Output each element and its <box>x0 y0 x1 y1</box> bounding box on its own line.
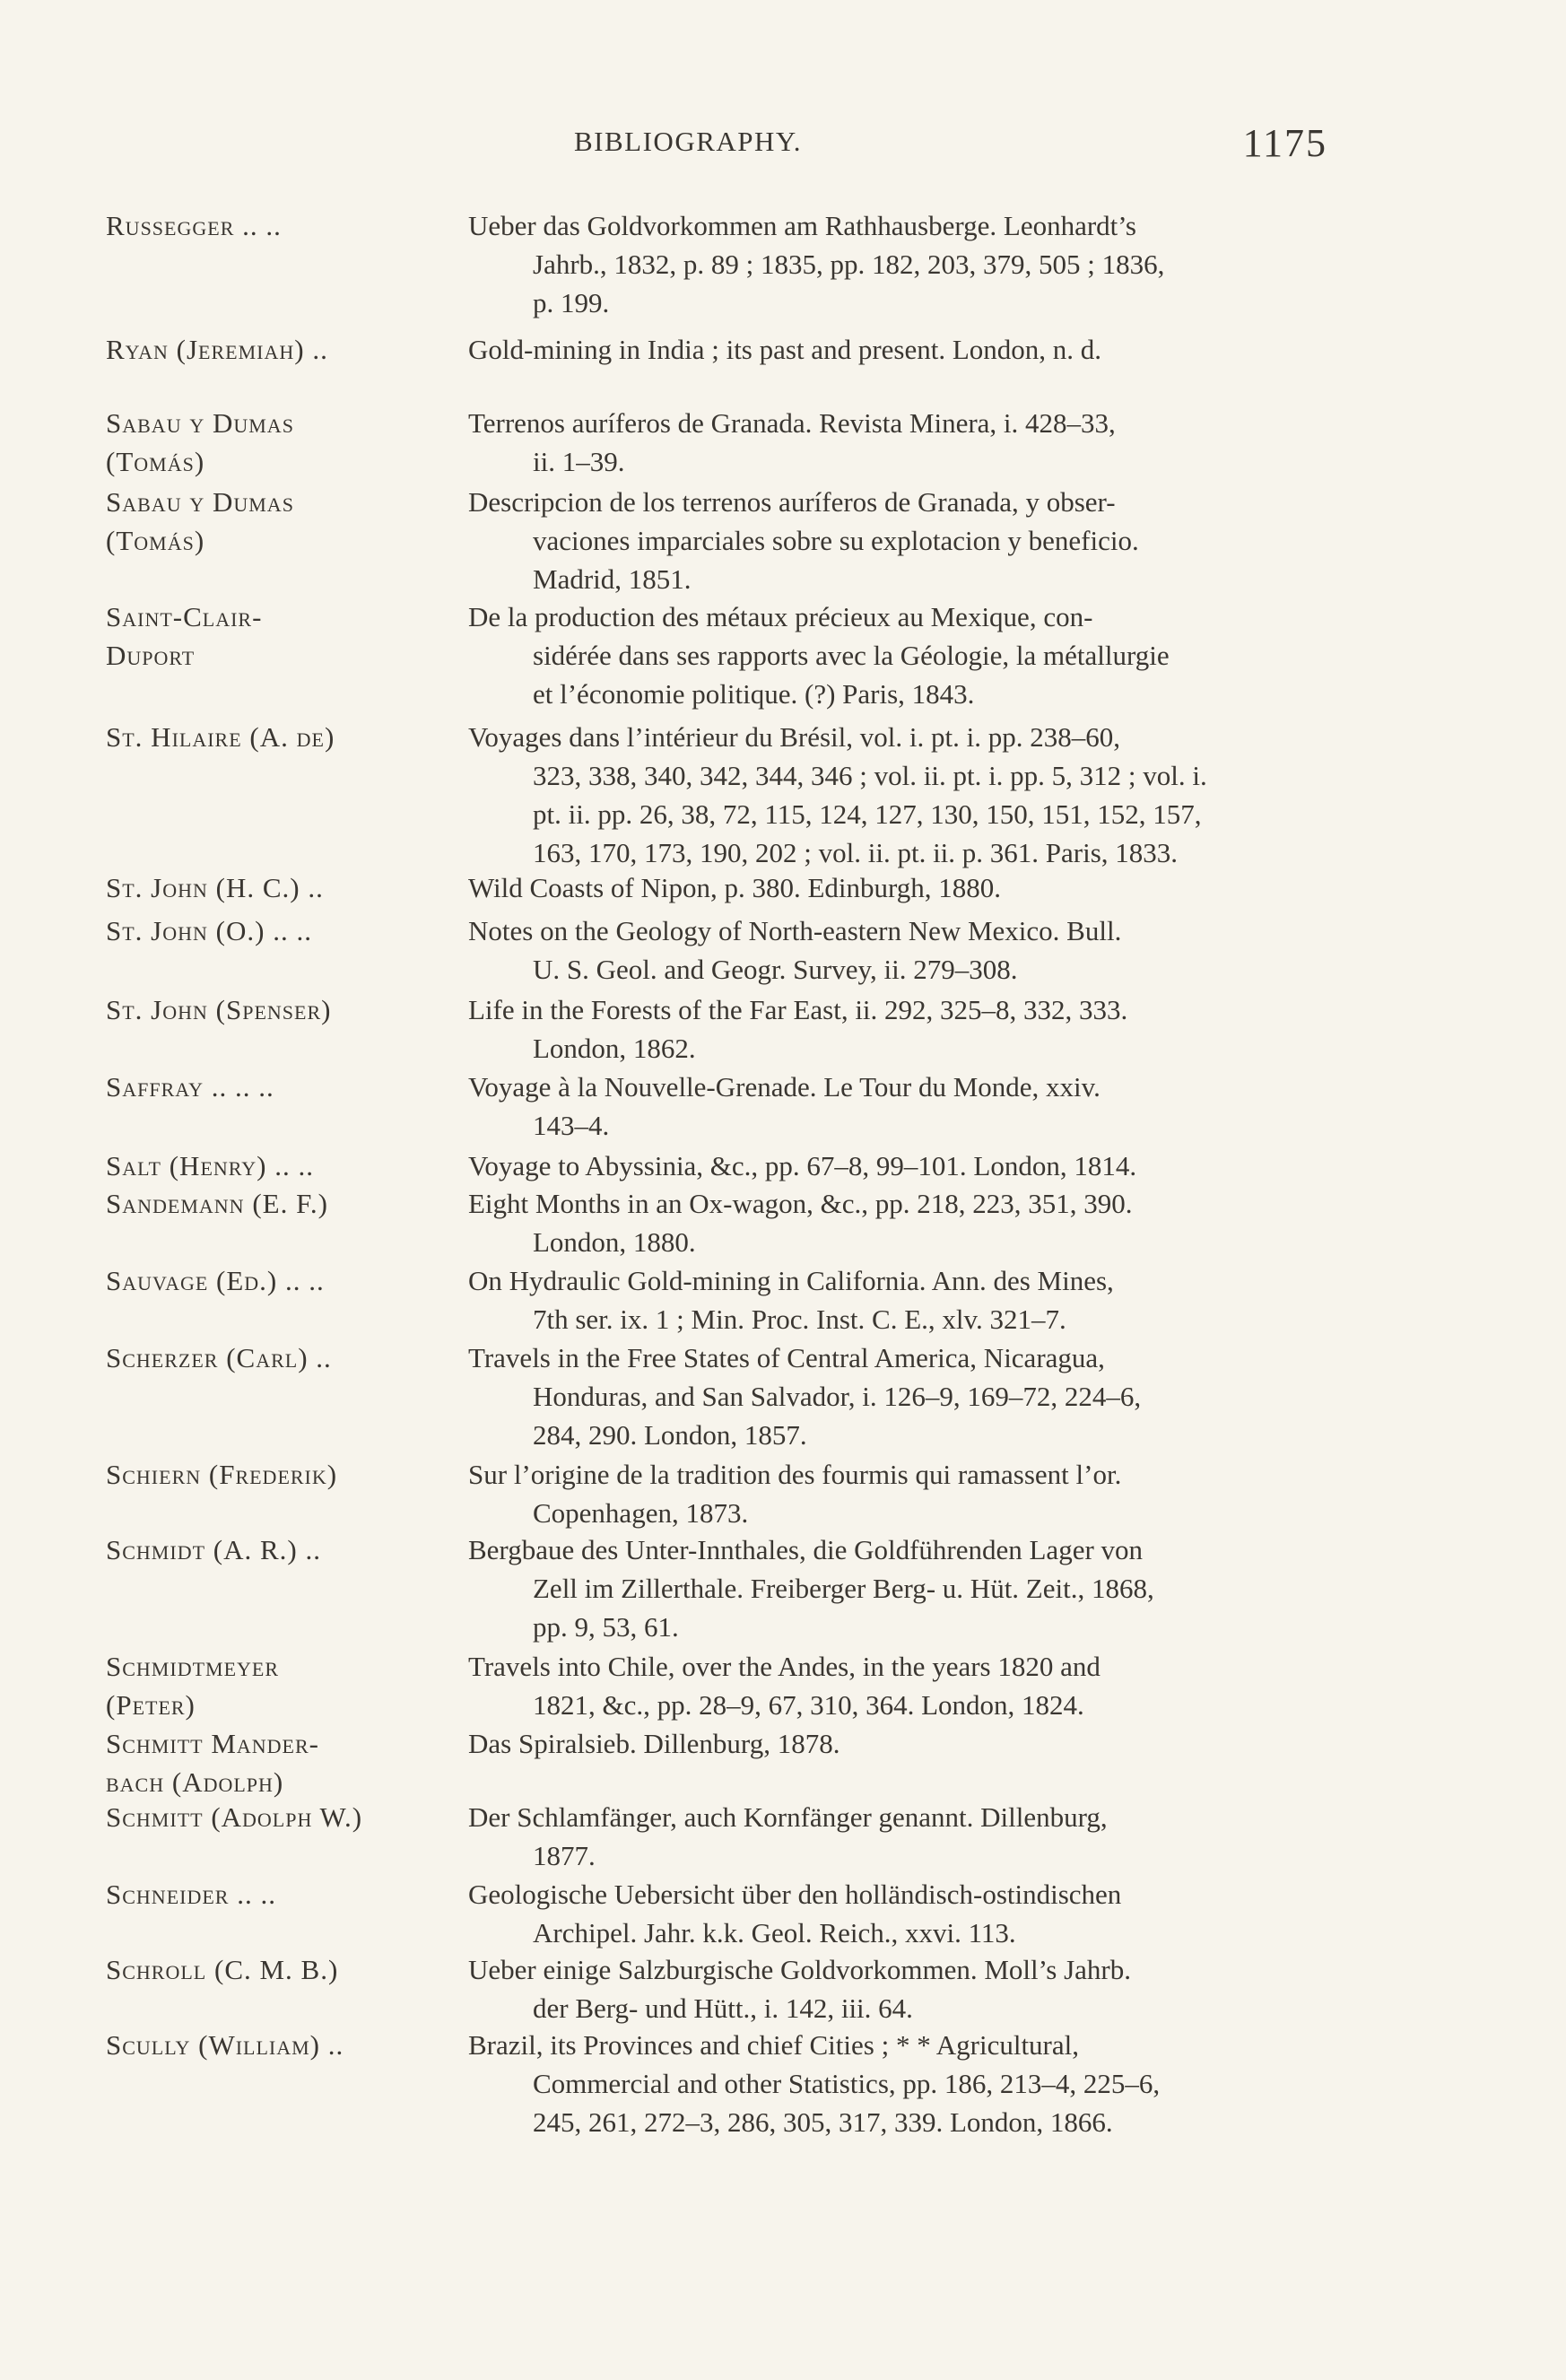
entry-author: St. Hilaire (A. de) <box>106 721 335 753</box>
citation-line: 323, 338, 340, 342, 344, 346 ; vol. ii. pt. i. pp. 5, 312 ; vol. i. <box>533 760 1207 791</box>
page-number: 1175 <box>1242 121 1327 165</box>
citation-line: Travels in the Free States of Central America, Nicaragua, <box>468 1342 1105 1373</box>
citation-line: 163, 170, 173, 190, 202 ; vol. ii. pt. ii. p. 361. Paris, 1833. <box>533 837 1179 868</box>
entry-author: Schmidtmeyer (Peter) <box>106 1651 280 1721</box>
citation-line: Zell im Zillerthale. Freiberger Berg- u. Hüt. Zeit., 1868, <box>533 1573 1154 1604</box>
entry-citation <box>468 330 1320 369</box>
entry-author: St. John (Spenser) <box>106 994 332 1025</box>
citation-line: Madrid, 1851. <box>533 563 692 595</box>
entry-author: Saint-Clair- Duport <box>106 601 263 671</box>
entry-citation <box>468 1146 1320 1185</box>
entry-citation <box>468 1184 1320 1261</box>
running-head-title: BIBLIOGRAPHY. <box>574 126 803 157</box>
citation-line: pt. ii. pp. 26, 38, 72, 115, 124, 127, 130, 150, 151, 152, 157, <box>533 798 1202 830</box>
citation-line: U. S. Geol. and Geogr. Survey, ii. 279–308. <box>533 954 1018 985</box>
citation-line: Sur l’origine de la tradition des fourmis qui ramassent l’or. <box>468 1459 1122 1490</box>
citation-line: Gold-mining in India ; its past and present. London, n. d. <box>468 334 1102 365</box>
citation-line: Wild Coasts of Nipon, p. 380. Edinburgh, 1880. <box>468 872 1002 903</box>
citation-line: et l’économie politique. (?) Paris, 1843. <box>533 678 975 710</box>
citation-line: Der Schlamfänger, auch Kornfänger genannt. Dillenburg, <box>468 1801 1108 1833</box>
entry-author: Saffray .. .. .. <box>106 1071 274 1103</box>
entry-citation <box>468 597 1320 713</box>
entry-citation <box>468 1950 1320 2027</box>
citation-line: Das Spiralsieb. Dillenburg, 1878. <box>468 1728 840 1759</box>
citation-line: Voyage à la Nouvelle-Grenade. Le Tour du Monde, xxiv. <box>468 1071 1101 1103</box>
entry-citation <box>468 404 1320 481</box>
entry-author: Sauvage (Ed.) .. .. <box>106 1265 325 1296</box>
citation-line: 143–4. <box>533 1110 610 1141</box>
citation-line: Notes on the Geology of North-eastern New Mexico. Bull. <box>468 915 1122 946</box>
entry-citation <box>468 206 1320 322</box>
entry-author: Salt (Henry) .. .. <box>106 1150 314 1181</box>
citation-line: pp. 9, 53, 61. <box>533 1611 679 1643</box>
citation-line: London, 1862. <box>533 1033 696 1064</box>
citation-line: 1821, &c., pp. 28–9, 67, 310, 364. London, 1824. <box>533 1689 1084 1721</box>
entry-citation <box>468 911 1320 989</box>
citation-line: Voyage to Abyssinia, &c., pp. 67–8, 99–101. London, 1814. <box>468 1150 1137 1181</box>
citation-line: Honduras, and San Salvador, i. 126–9, 169–72, 224–6, <box>533 1381 1142 1412</box>
entry-author: Ryan (Jeremiah) .. <box>106 334 328 365</box>
citation-line: De la production des métaux précieux au Mexique, con- <box>468 601 1093 632</box>
entry-author: Russegger .. .. <box>106 210 282 241</box>
citation-line: On Hydraulic Gold-mining in California. Ann. des Mines, <box>468 1265 1114 1296</box>
entry-author: St. John (H. C.) .. <box>106 872 324 903</box>
citation-line: der Berg- und Hütt., i. 142, iii. 64. <box>533 1992 913 2024</box>
citation-line: Copenhagen, 1873. <box>533 1497 749 1529</box>
citation-line: 284, 290. London, 1857. <box>533 1419 807 1451</box>
entry-citation <box>468 718 1320 872</box>
entry-author: Schroll (C. M. B.) <box>106 1954 339 1985</box>
entry-citation <box>468 1455 1320 1532</box>
citation-line: Terrenos auríferos de Granada. Revista Minera, i. 428–33, <box>468 407 1116 439</box>
entry-author: St. John (O.) .. .. <box>106 915 312 946</box>
citation-line: Eight Months in an Ox-wagon, &c., pp. 218, 223, 351, 390. <box>468 1188 1133 1219</box>
entry-citation <box>468 2026 1320 2141</box>
entry-citation <box>468 1338 1320 1454</box>
entry-author: Sandemann (E. F.) <box>106 1188 328 1219</box>
citation-line: Commercial and other Statistics, pp. 186, 213–4, 225–6, <box>533 2068 1161 2099</box>
entry-author: Schiern (Frederik) <box>106 1459 338 1490</box>
citation-line: ii. 1–39. <box>533 446 625 477</box>
entry-author: Schmitt (Adolph W.) <box>106 1801 363 1833</box>
citation-line: 1877. <box>533 1840 596 1871</box>
entry-author: Schmidt (A. R.) .. <box>106 1534 321 1565</box>
entry-citation <box>468 1724 1320 1763</box>
entry-citation <box>468 868 1320 907</box>
entry-citation <box>468 1798 1320 1875</box>
citation-line: Bergbaue des Unter-Innthales, die Goldführenden Lager von <box>468 1534 1144 1565</box>
entry-citation <box>468 1647 1320 1724</box>
citation-line: Geologische Uebersicht über den holländisch-ostindischen <box>468 1879 1122 1910</box>
citation-line: vaciones imparciales sobre su explotacion y beneficio. <box>533 525 1139 556</box>
entry-author: Sabau y Dumas (Tomás) <box>106 486 294 556</box>
citation-line: 245, 261, 272–3, 286, 305, 317, 339. London, 1866. <box>533 2106 1113 2138</box>
citation-line: sidérée dans ses rapports avec la Géologie, la métallurgie <box>533 640 1170 671</box>
citation-line: Ueber das Goldvorkommen am Rathhausberge. Leonhardt’s <box>468 210 1136 241</box>
citation-line: Life in the Forests of the Far East, ii. 292, 325–8, 332, 333. <box>468 994 1128 1025</box>
citation-line: Travels into Chile, over the Andes, in the years 1820 and <box>468 1651 1101 1682</box>
citation-line: 7th ser. ix. 1 ; Min. Proc. Inst. C. E., xlv. 321–7. <box>533 1303 1066 1335</box>
citation-line: Archipel. Jahr. k.k. Geol. Reich., xxvi. 113. <box>533 1917 1016 1948</box>
entry-citation <box>468 483 1320 598</box>
entry-author: Sabau y Dumas (Tomás) <box>106 407 294 477</box>
citation-line: Voyages dans l’intérieur du Brésil, vol. i. pt. i. pp. 238–60, <box>468 721 1120 753</box>
entry-author: Scully (William) .. <box>106 2029 344 2061</box>
entry-author: Scherzer (Carl) .. <box>106 1342 332 1373</box>
citation-line: Brazil, its Provinces and chief Cities ; * * Agricultural, <box>468 2029 1080 2061</box>
citation-line: p. 199. <box>533 287 610 318</box>
entry-citation <box>468 1530 1320 1646</box>
entry-citation <box>468 1875 1320 1952</box>
entry-citation <box>468 990 1320 1068</box>
citation-line: Descripcion de los terrenos auríferos de Granada, y obser- <box>468 486 1116 518</box>
citation-line: Ueber einige Salzburgische Goldvorkommen. Moll’s Jahrb. <box>468 1954 1131 1985</box>
entry-author: Schmitt Mander- bach (Adolph) <box>106 1728 319 1798</box>
entry-citation <box>468 1261 1320 1338</box>
entry-author: Schneider .. .. <box>106 1879 276 1910</box>
citation-line: Jahrb., 1832, p. 89 ; 1835, pp. 182, 203, 379, 505 ; 1836, <box>533 248 1165 280</box>
entry-citation <box>468 1068 1320 1145</box>
citation-line: London, 1880. <box>533 1226 696 1258</box>
